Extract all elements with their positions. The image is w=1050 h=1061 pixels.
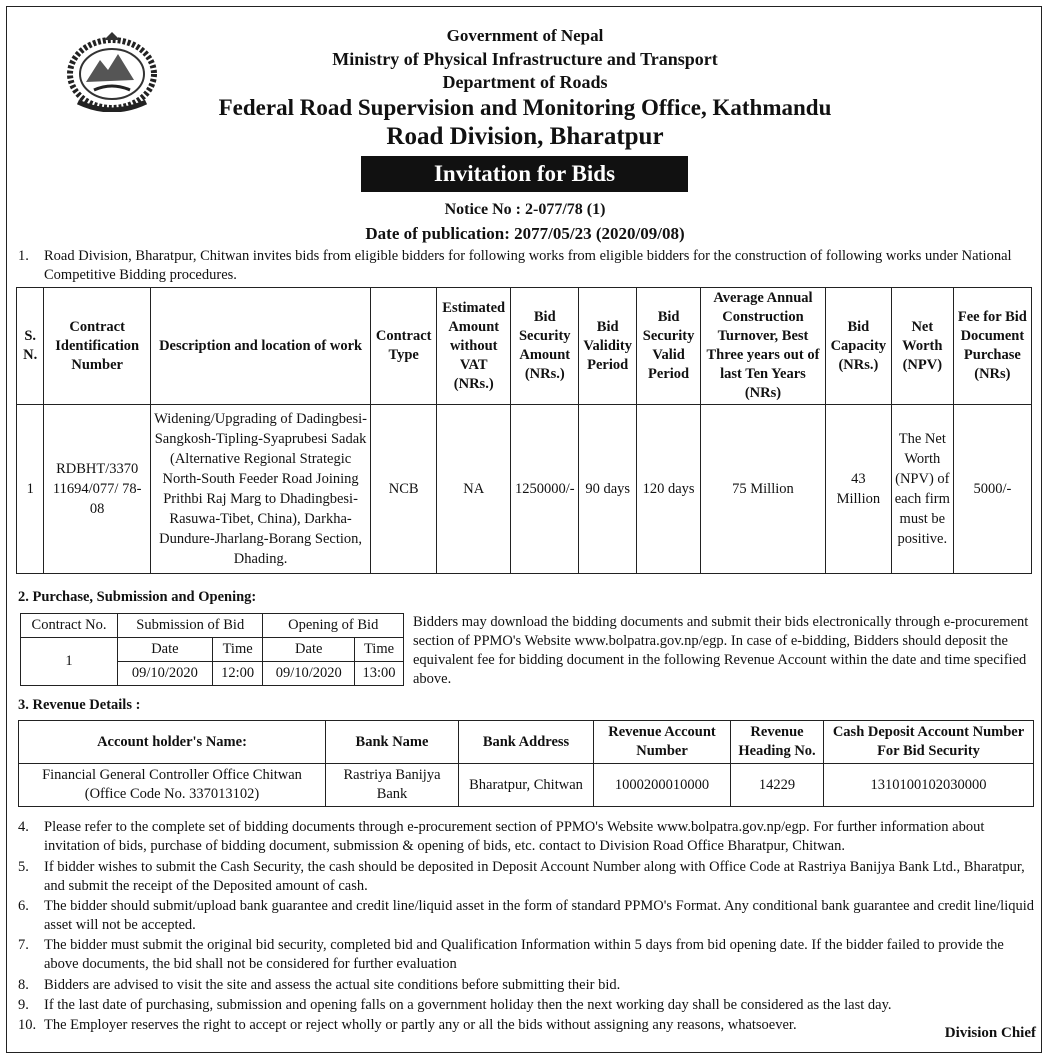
point-number: 4. — [18, 819, 29, 835]
office-title: Federal Road Supervision and Monitoring Office, Kathmandu — [218, 95, 832, 120]
point-number: 10. — [18, 1017, 37, 1033]
point-text: If the last date of purchasing, submission and opening falls on a government holiday then the next working day shall be considered as the last day. — [44, 997, 892, 1013]
point-4 — [18, 818, 1036, 856]
col-contract-id: Contract Identification Number — [44, 288, 151, 405]
cell-opening-date: 09/10/2020 — [263, 662, 355, 686]
col-description: Description and location of work — [150, 288, 370, 405]
col-submission-date: Date — [118, 638, 213, 662]
col-turnover: Average Annual Construction Turnover, Best Three years out of last Ten Years (NRs) — [701, 288, 826, 405]
point-number: 8. — [18, 977, 29, 993]
point-number: 9. — [18, 997, 29, 1013]
point-8 — [18, 976, 1036, 995]
cell-security-valid: 120 days — [637, 405, 701, 574]
col-security: Bid Security Amount (NRs.) — [511, 288, 579, 405]
works-table — [16, 287, 1032, 574]
col-opening-date: Date — [263, 638, 355, 662]
point-text: Please refer to the complete set of bidding documents through e-procurement section of PPMO's Website www.bolpatra.gov.np/egp. For further information about invitation of bids, purchase of bidding document, submission & opening of bids, etc. contact to Division Road Office Bharatpur, Chitwan. — [44, 819, 985, 854]
point-number: 5. — [18, 859, 29, 875]
col-validity: Bid Validity Period — [579, 288, 637, 405]
division-title: Road Division, Bharatpur — [386, 123, 664, 150]
cell-submission-time: 12:00 — [212, 662, 263, 686]
point-9 — [18, 996, 1036, 1015]
cell-revenue-account: 1000200010000 — [594, 764, 731, 807]
point-text: The Employer reserves the right to accept or reject wholly or partly any or all the bids without assigning any reasons, whatsoever. — [44, 1017, 797, 1033]
cell-opening-time: 13:00 — [354, 662, 403, 686]
point-5 — [18, 858, 1036, 896]
cell-cash-deposit-account: 1310100102030000 — [824, 764, 1034, 807]
point-number: 7. — [18, 937, 29, 953]
col-capacity: Bid Capacity (NRs.) — [825, 288, 891, 405]
publication-date: Date of publication: 2077/05/23 (2020/09/08) — [365, 224, 685, 243]
point-text: If bidder wishes to submit the Cash Security, the cash should be deposited in Deposit Account Number along with Office Code at Rastriya Banijya Bank Ltd., Bharatpur, and submit the receipt of the Deposited amount of cash. — [44, 859, 1025, 894]
col-sn: S. N. — [17, 288, 44, 405]
col-bank-address: Bank Address — [459, 721, 594, 764]
col-contract-type: Contract Type — [371, 288, 437, 405]
point-text: Bidders are advised to visit the site and assess the actual site conditions before submitting their bid. — [44, 977, 621, 993]
table-subheader-row — [21, 638, 404, 662]
point-10 — [18, 1016, 1036, 1035]
cell-account-holder: Financial General Controller Office Chitwan (Office Code No. 337013102) — [19, 764, 326, 807]
cell-contract-no: 1 — [21, 638, 118, 686]
col-opening-time: Time — [354, 638, 403, 662]
submission-table — [20, 613, 404, 686]
paragraph-1 — [18, 247, 1036, 285]
table-row — [17, 405, 1032, 574]
paragraph-text: Road Division, Bharatpur, Chitwan invites bids from eligible bidders for following works from eligible bidders for the construction of following works under National Competitive Bidding procedures. — [44, 248, 1012, 283]
cell-revenue-heading: 14229 — [731, 764, 824, 807]
col-estimate: Estimated Amount without VAT (NRs.) — [437, 288, 511, 405]
cell-validity: 90 days — [579, 405, 637, 574]
point-number: 6. — [18, 898, 29, 914]
cell-sn: 1 — [17, 405, 44, 574]
point-text: The bidder should submit/upload bank guarantee and credit line/liquid asset in the form of standard PPMO's Format. Any conditional bank guarantee and credit line/liquid asset will not be accepted. — [44, 898, 1035, 933]
col-security-valid: Bid Security Valid Period — [637, 288, 701, 405]
col-revenue-account: Revenue Account Number — [594, 721, 731, 764]
col-submission: Submission of Bid — [118, 614, 263, 638]
e-bidding-note: Bidders may download the bidding documents and submit their bids electronically through e-procurement section of PPMO's Website www.bolpatra.gov.np/egp. In case of e-bidding, Bidders should deposit the equivalent fee for bidding document in the following Revenue Account within the date and time specified above. — [413, 614, 1029, 687]
col-bank-name: Bank Name — [326, 721, 459, 764]
invitation-banner: Invitation for Bids — [361, 156, 688, 192]
notice-number: Notice No : 2-077/78 (1) — [444, 201, 606, 218]
point-7 — [18, 936, 1036, 974]
cell-fee: 5000/- — [953, 405, 1031, 574]
col-account-holder: Account holder's Name: — [19, 721, 326, 764]
cell-description: Widening/Upgrading of Dadingbesi-Sangkosh-Tipling-Syaprubesi Sadak (Alternative Regional Strategic North-South Feeder Road Joining Prithbi Raj Marg to Dhadingbesi-Rasuwa-Tibet, China), Darkha-Dundure-Jharlang-Borang Section, Dhading. — [150, 405, 370, 574]
point-text: The bidder must submit the original bid security, completed bid and Qualification Information within 5 days from bid opening date. If the bidder failed to provide the above documents, the bid shall not be considered for further evaluation — [44, 937, 1004, 972]
cell-bank-name: Rastriya Banijya Bank — [326, 764, 459, 807]
col-cash-deposit-account: Cash Deposit Account Number For Bid Security — [824, 721, 1034, 764]
paragraph-number: 1. — [18, 248, 29, 264]
col-opening: Opening of Bid — [263, 614, 404, 638]
col-net-worth: Net Worth (NPV) — [891, 288, 953, 405]
col-revenue-heading: Revenue Heading No. — [731, 721, 824, 764]
col-fee: Fee for Bid Document Purchase (NRs) — [953, 288, 1031, 405]
table-header-row — [17, 288, 1032, 405]
signature: Division Chief — [944, 1025, 1036, 1041]
cell-turnover: 75 Million — [701, 405, 826, 574]
department-title: Department of Roads — [442, 72, 608, 92]
section-3-title: 3. Revenue Details : — [18, 697, 141, 713]
cell-security: 1250000/- — [511, 405, 579, 574]
table-header-row — [21, 614, 404, 638]
col-contract-no: Contract No. — [21, 614, 118, 638]
government-title: Government of Nepal — [446, 26, 604, 45]
cell-net-worth: The Net Worth (NPV) of each firm must be positive. — [891, 405, 953, 574]
cell-submission-date: 09/10/2020 — [118, 662, 213, 686]
point-6 — [18, 897, 1036, 935]
cell-capacity: 43 Million — [825, 405, 891, 574]
cell-contract-type: NCB — [371, 405, 437, 574]
cell-contract-id: RDBHT/3370 11694/077/ 78-08 — [44, 405, 151, 574]
cell-estimate: NA — [437, 405, 511, 574]
section-2-title: 2. Purchase, Submission and Opening: — [18, 589, 257, 605]
revenue-table — [18, 720, 1034, 807]
col-submission-time: Time — [212, 638, 263, 662]
table-row — [19, 764, 1034, 807]
ministry-title: Ministry of Physical Infrastructure and Transport — [332, 49, 718, 69]
table-header-row — [19, 721, 1034, 764]
cell-bank-address: Bharatpur, Chitwan — [459, 764, 594, 807]
